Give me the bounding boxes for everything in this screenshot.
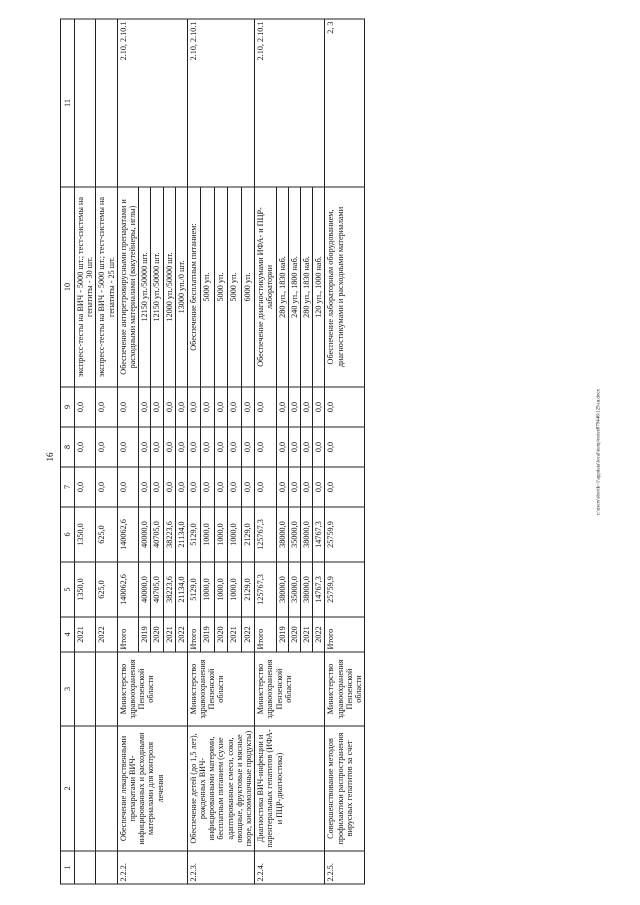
total-label: Итого xyxy=(325,617,365,652)
year-cell: 2021 xyxy=(75,617,96,652)
value-cell: 0,0 xyxy=(276,467,288,507)
value-cell: 0,0 xyxy=(325,467,365,507)
year-cell: 2022 xyxy=(313,617,325,652)
col-header: 5 xyxy=(61,562,75,617)
result-cell: 12150 уп./50000 шт. xyxy=(151,187,163,387)
col-header: 3 xyxy=(61,652,75,726)
value-cell: 0,0 xyxy=(117,467,138,507)
table-row xyxy=(96,19,117,884)
value-cell: 0,0 xyxy=(288,427,300,467)
value-cell: 14767,3 xyxy=(313,507,325,562)
value-cell: 0,0 xyxy=(313,387,325,427)
result-cell: 12150 уп./50000 шт. xyxy=(139,187,151,387)
value-cell: 5129,0 xyxy=(187,562,200,617)
program-table xyxy=(60,19,365,885)
value-cell: 0,0 xyxy=(201,427,214,467)
value-cell: 0,0 xyxy=(163,387,175,427)
value-cell: 21134,0 xyxy=(175,507,187,562)
year-cell: 2022 xyxy=(96,617,117,652)
total-label: Итого xyxy=(117,617,138,652)
executor: Министерство здравоохранения Пензенской области xyxy=(325,652,365,726)
result-cell: Обеспечение диагностикумами ИФА- и ПЦР-лаборатории xyxy=(255,187,276,387)
value-cell: 40000,0 xyxy=(139,562,151,617)
item-number: 2.2.2. xyxy=(117,851,187,884)
value-cell: 0,0 xyxy=(300,427,312,467)
value-cell: 0,0 xyxy=(201,387,214,427)
executor: Министерство здравоохранения Пензенской области xyxy=(117,652,187,726)
value-cell: 38223,6 xyxy=(163,507,175,562)
value-cell: 0,0 xyxy=(300,467,312,507)
result-cell: 13000 уп./0 шт. xyxy=(175,187,187,387)
value-cell: 0,0 xyxy=(214,467,227,507)
result-cell: 120 уп., 1000 наб. xyxy=(313,187,325,387)
value-cell: 625,0 xyxy=(96,562,117,617)
year-cell: 2021 xyxy=(300,617,312,652)
rotated-table-wrapper xyxy=(60,20,580,885)
value-cell: 1350,0 xyxy=(75,562,96,617)
value-cell: 0,0 xyxy=(313,467,325,507)
value-cell: 0,0 xyxy=(75,387,96,427)
table-row xyxy=(187,19,200,884)
value-cell: 0,0 xyxy=(241,427,255,467)
year-cell: 2020 xyxy=(288,617,300,652)
value-cell: 1000,0 xyxy=(214,562,227,617)
value-cell: 0,0 xyxy=(276,387,288,427)
indicator-cell: 2.10, 2.10.1 xyxy=(187,19,254,187)
col-header: 10 xyxy=(61,187,75,387)
header-row xyxy=(61,19,75,884)
value-cell: 2129,0 xyxy=(241,562,255,617)
total-label: Итого xyxy=(255,617,276,652)
value-cell: 0,0 xyxy=(228,467,241,507)
year-cell: 2019 xyxy=(201,617,214,652)
executor: Министерство здравоохранения Пензенской области xyxy=(255,652,325,726)
value-cell: 21134,0 xyxy=(175,562,187,617)
year-cell: 2022 xyxy=(241,617,255,652)
result-cell: Обеспечение бесплатным питанием: xyxy=(187,187,200,387)
result-cell: Обеспечение антиретровирусными препаратами и расходными материалами (вакутейнеры, иглы) xyxy=(117,187,138,387)
value-cell: 5129,0 xyxy=(187,507,200,562)
col-header: 11 xyxy=(61,19,75,187)
result-cell: Обеспечение лабораторным оборудованием, диагностикумами и расходными материалами xyxy=(325,187,365,387)
result-cell: 280 уп., 1830 наб. xyxy=(276,187,288,387)
col-header: 9 xyxy=(61,387,75,427)
col-header: 4 xyxy=(61,617,75,652)
value-cell: 40705,0 xyxy=(151,562,163,617)
result-cell: экспресс-тесты на ВИЧ - 5000 шт.; тест-системы на гепатиты - 25 шт. xyxy=(96,187,117,387)
value-cell: 0,0 xyxy=(300,387,312,427)
col-header: 6 xyxy=(61,507,75,562)
total-label: Итого xyxy=(187,617,200,652)
indicator-cell: 2.10, 2.10.1 xyxy=(117,19,187,187)
value-cell: 0,0 xyxy=(139,387,151,427)
value-cell: 0,0 xyxy=(228,387,241,427)
col-header: 7 xyxy=(61,467,75,507)
result-cell: 5000 уп. xyxy=(201,187,214,387)
value-cell: 0,0 xyxy=(96,427,117,467)
value-cell: 1350,0 xyxy=(75,507,96,562)
value-cell: 35000,0 xyxy=(288,562,300,617)
year-cell: 2020 xyxy=(214,617,227,652)
value-cell: 40705,0 xyxy=(151,507,163,562)
year-cell: 2019 xyxy=(139,617,151,652)
value-cell: 38223,6 xyxy=(163,562,175,617)
item-name: Совершенствование методов профилактики распространения вирусных гепатитов за счет xyxy=(325,726,365,851)
col-header: 8 xyxy=(61,427,75,467)
item-number: 2.2.4. xyxy=(255,851,325,884)
year-cell: 2022 xyxy=(175,617,187,652)
value-cell: 0,0 xyxy=(288,467,300,507)
executor: Министерство здравоохранения Пензенской области xyxy=(187,652,254,726)
value-cell: 1000,0 xyxy=(201,507,214,562)
value-cell: 0,0 xyxy=(139,467,151,507)
value-cell: 0,0 xyxy=(241,387,255,427)
result-cell: экспресс-тесты на ВИЧ - 5000 шт.; тест-системы на гепатиты - 30 шт. xyxy=(75,187,96,387)
value-cell: 0,0 xyxy=(151,467,163,507)
value-cell: 140062,6 xyxy=(117,562,138,617)
year-cell: 2019 xyxy=(276,617,288,652)
value-cell: 14767,3 xyxy=(313,562,325,617)
year-cell: 2021 xyxy=(163,617,175,652)
value-cell: 0,0 xyxy=(175,467,187,507)
value-cell: 0,0 xyxy=(187,427,200,467)
value-cell: 125767,3 xyxy=(255,507,276,562)
table-row xyxy=(325,19,365,884)
value-cell: 0,0 xyxy=(255,427,276,467)
table-row xyxy=(255,19,276,884)
value-cell: 0,0 xyxy=(187,387,200,427)
item-number: 2.2.3. xyxy=(187,851,254,884)
value-cell: 0,0 xyxy=(313,427,325,467)
value-cell: 0,0 xyxy=(241,467,255,507)
item-name: Обеспечение детей (до 1,5 лет), рожденных ВИЧ-инфицированными матерями, бесплатным питанием (сухие адаптированные смеси, соки, овощные, фруктовые и мясные пюре, кисломолочные продукты) xyxy=(187,726,254,851)
result-cell: 280 уп., 1830 наб. xyxy=(300,187,312,387)
value-cell: 0,0 xyxy=(117,427,138,467)
value-cell: 0,0 xyxy=(163,427,175,467)
result-cell: 6000 уп. xyxy=(241,187,255,387)
value-cell: 0,0 xyxy=(228,427,241,467)
value-cell: 0,0 xyxy=(187,467,200,507)
value-cell: 0,0 xyxy=(325,387,365,427)
value-cell: 0,0 xyxy=(151,427,163,467)
value-cell: 0,0 xyxy=(276,427,288,467)
value-cell: 0,0 xyxy=(75,467,96,507)
value-cell: 0,0 xyxy=(201,467,214,507)
value-cell: 0,0 xyxy=(175,387,187,427)
item-name: Диагностика ВИЧ-инфекции и парентеральных гепатитов (ИФА- и ПЦР-диагностика) xyxy=(255,726,325,851)
result-cell: 12000 уп./50000 шт. xyxy=(163,187,175,387)
value-cell: 0,0 xyxy=(96,387,117,427)
value-cell: 0,0 xyxy=(117,387,138,427)
item-name: Обеспечение лекарственными препаратами ВИЧ-инфицированных и расходными материалами для контроля лечения xyxy=(117,726,187,851)
col-header: 1 xyxy=(61,851,75,884)
value-cell: 625,0 xyxy=(96,507,117,562)
value-cell: 38000,0 xyxy=(300,507,312,562)
value-cell: 0,0 xyxy=(96,467,117,507)
table-row xyxy=(75,19,96,884)
value-cell: 25759,9 xyxy=(325,562,365,617)
value-cell: 0,0 xyxy=(214,427,227,467)
value-cell: 0,0 xyxy=(151,387,163,427)
page-number: 16 xyxy=(45,452,55,462)
item-number: 2.2.5. xyxy=(325,851,365,884)
value-cell: 125767,3 xyxy=(255,562,276,617)
value-cell: 35000,0 xyxy=(288,507,300,562)
value-cell: 40000,0 xyxy=(139,507,151,562)
value-cell: 0,0 xyxy=(255,387,276,427)
value-cell: 1000,0 xyxy=(201,562,214,617)
value-cell: 1000,0 xyxy=(214,507,227,562)
value-cell: 140062,6 xyxy=(117,507,138,562)
value-cell: 0,0 xyxy=(288,387,300,427)
year-cell: 2021 xyxy=(228,617,241,652)
value-cell: 38000,0 xyxy=(276,562,288,617)
value-cell: 0,0 xyxy=(139,427,151,467)
value-cell: 1000,0 xyxy=(228,507,241,562)
result-cell: 240 уп., 1800 наб. xyxy=(288,187,300,387)
year-cell: 2020 xyxy=(151,617,163,652)
col-header: 2 xyxy=(61,726,75,851)
value-cell: 1000,0 xyxy=(228,562,241,617)
value-cell: 0,0 xyxy=(175,427,187,467)
value-cell: 0,0 xyxy=(75,427,96,467)
table-row xyxy=(117,19,138,884)
value-cell: 38000,0 xyxy=(276,507,288,562)
value-cell: 0,0 xyxy=(325,427,365,467)
result-cell: 5000 уп. xyxy=(228,187,241,387)
indicator-cell: 2, 3 xyxy=(325,19,365,187)
result-cell: 5000 уп. xyxy=(214,187,227,387)
value-cell: 0,0 xyxy=(214,387,227,427)
value-cell: 0,0 xyxy=(255,467,276,507)
file-path-footer: c:\users\sborik~1\appdata\local\temp\notes879446\129-ш.docx xyxy=(596,388,602,516)
value-cell: 2129,0 xyxy=(241,507,255,562)
value-cell: 25759,9 xyxy=(325,507,365,562)
value-cell: 38000,0 xyxy=(300,562,312,617)
indicator-cell: 2.10, 2.10.1 xyxy=(255,19,325,187)
value-cell: 0,0 xyxy=(163,467,175,507)
